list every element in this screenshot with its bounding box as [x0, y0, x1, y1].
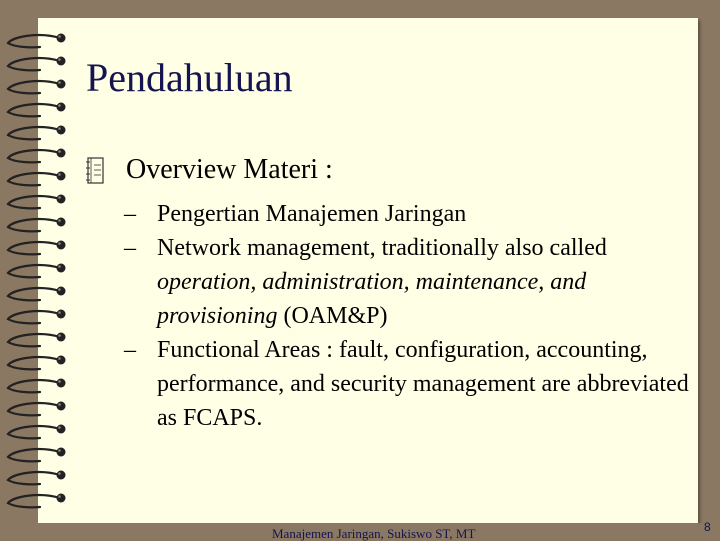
dash-marker: – — [124, 235, 136, 261]
dash-marker: – — [124, 337, 136, 363]
binding-ring — [8, 264, 66, 278]
binding-ring — [8, 494, 66, 508]
slide-title: Pendahuluan — [86, 55, 293, 100]
binding-ring — [8, 402, 66, 416]
binding-ring — [8, 218, 66, 232]
binding-ring — [8, 310, 66, 324]
binding-ring — [8, 448, 66, 462]
binding-ring — [8, 241, 66, 255]
binding-ring — [8, 57, 66, 71]
binding-ring — [8, 80, 66, 94]
sub-bullet-item — [124, 197, 694, 231]
dash-marker: – — [124, 201, 136, 227]
binding-ring — [8, 471, 66, 485]
binding-ring — [8, 287, 66, 301]
notebook-icon — [86, 157, 106, 185]
footer-text: Manajemen Jaringan, Sukiswo ST, MT — [272, 526, 476, 541]
binding-ring — [8, 34, 66, 48]
page-number: 8 — [704, 520, 711, 534]
binding-ring — [8, 126, 66, 140]
binding-ring — [8, 379, 66, 393]
sub-bullet-text: Functional Areas : fault, configuration, accounting, performance, and security management are abbreviated as FCAPS. — [157, 337, 689, 431]
binding-ring — [8, 103, 66, 117]
binding-ring — [8, 172, 66, 186]
sub-bullet-text-suffix: (OAM&P) — [277, 303, 388, 329]
spiral-binding — [0, 0, 80, 540]
binding-ring — [8, 195, 66, 209]
sub-bullet-list — [124, 197, 694, 435]
sub-bullet-item — [124, 333, 694, 435]
sub-bullet-item — [124, 231, 694, 333]
binding-ring — [8, 149, 66, 163]
binding-ring — [8, 356, 66, 370]
main-bullet: Overview Materi : — [126, 154, 333, 185]
sub-bullet-text-italic: operation, administration, maintenance, and provisioning — [157, 269, 587, 329]
sub-bullet-text-prefix: Network management, traditionally also called — [157, 235, 607, 261]
binding-ring — [8, 425, 66, 439]
binding-ring — [8, 333, 66, 347]
sub-bullet-text: Pengertian Manajemen Jaringan — [157, 201, 467, 227]
